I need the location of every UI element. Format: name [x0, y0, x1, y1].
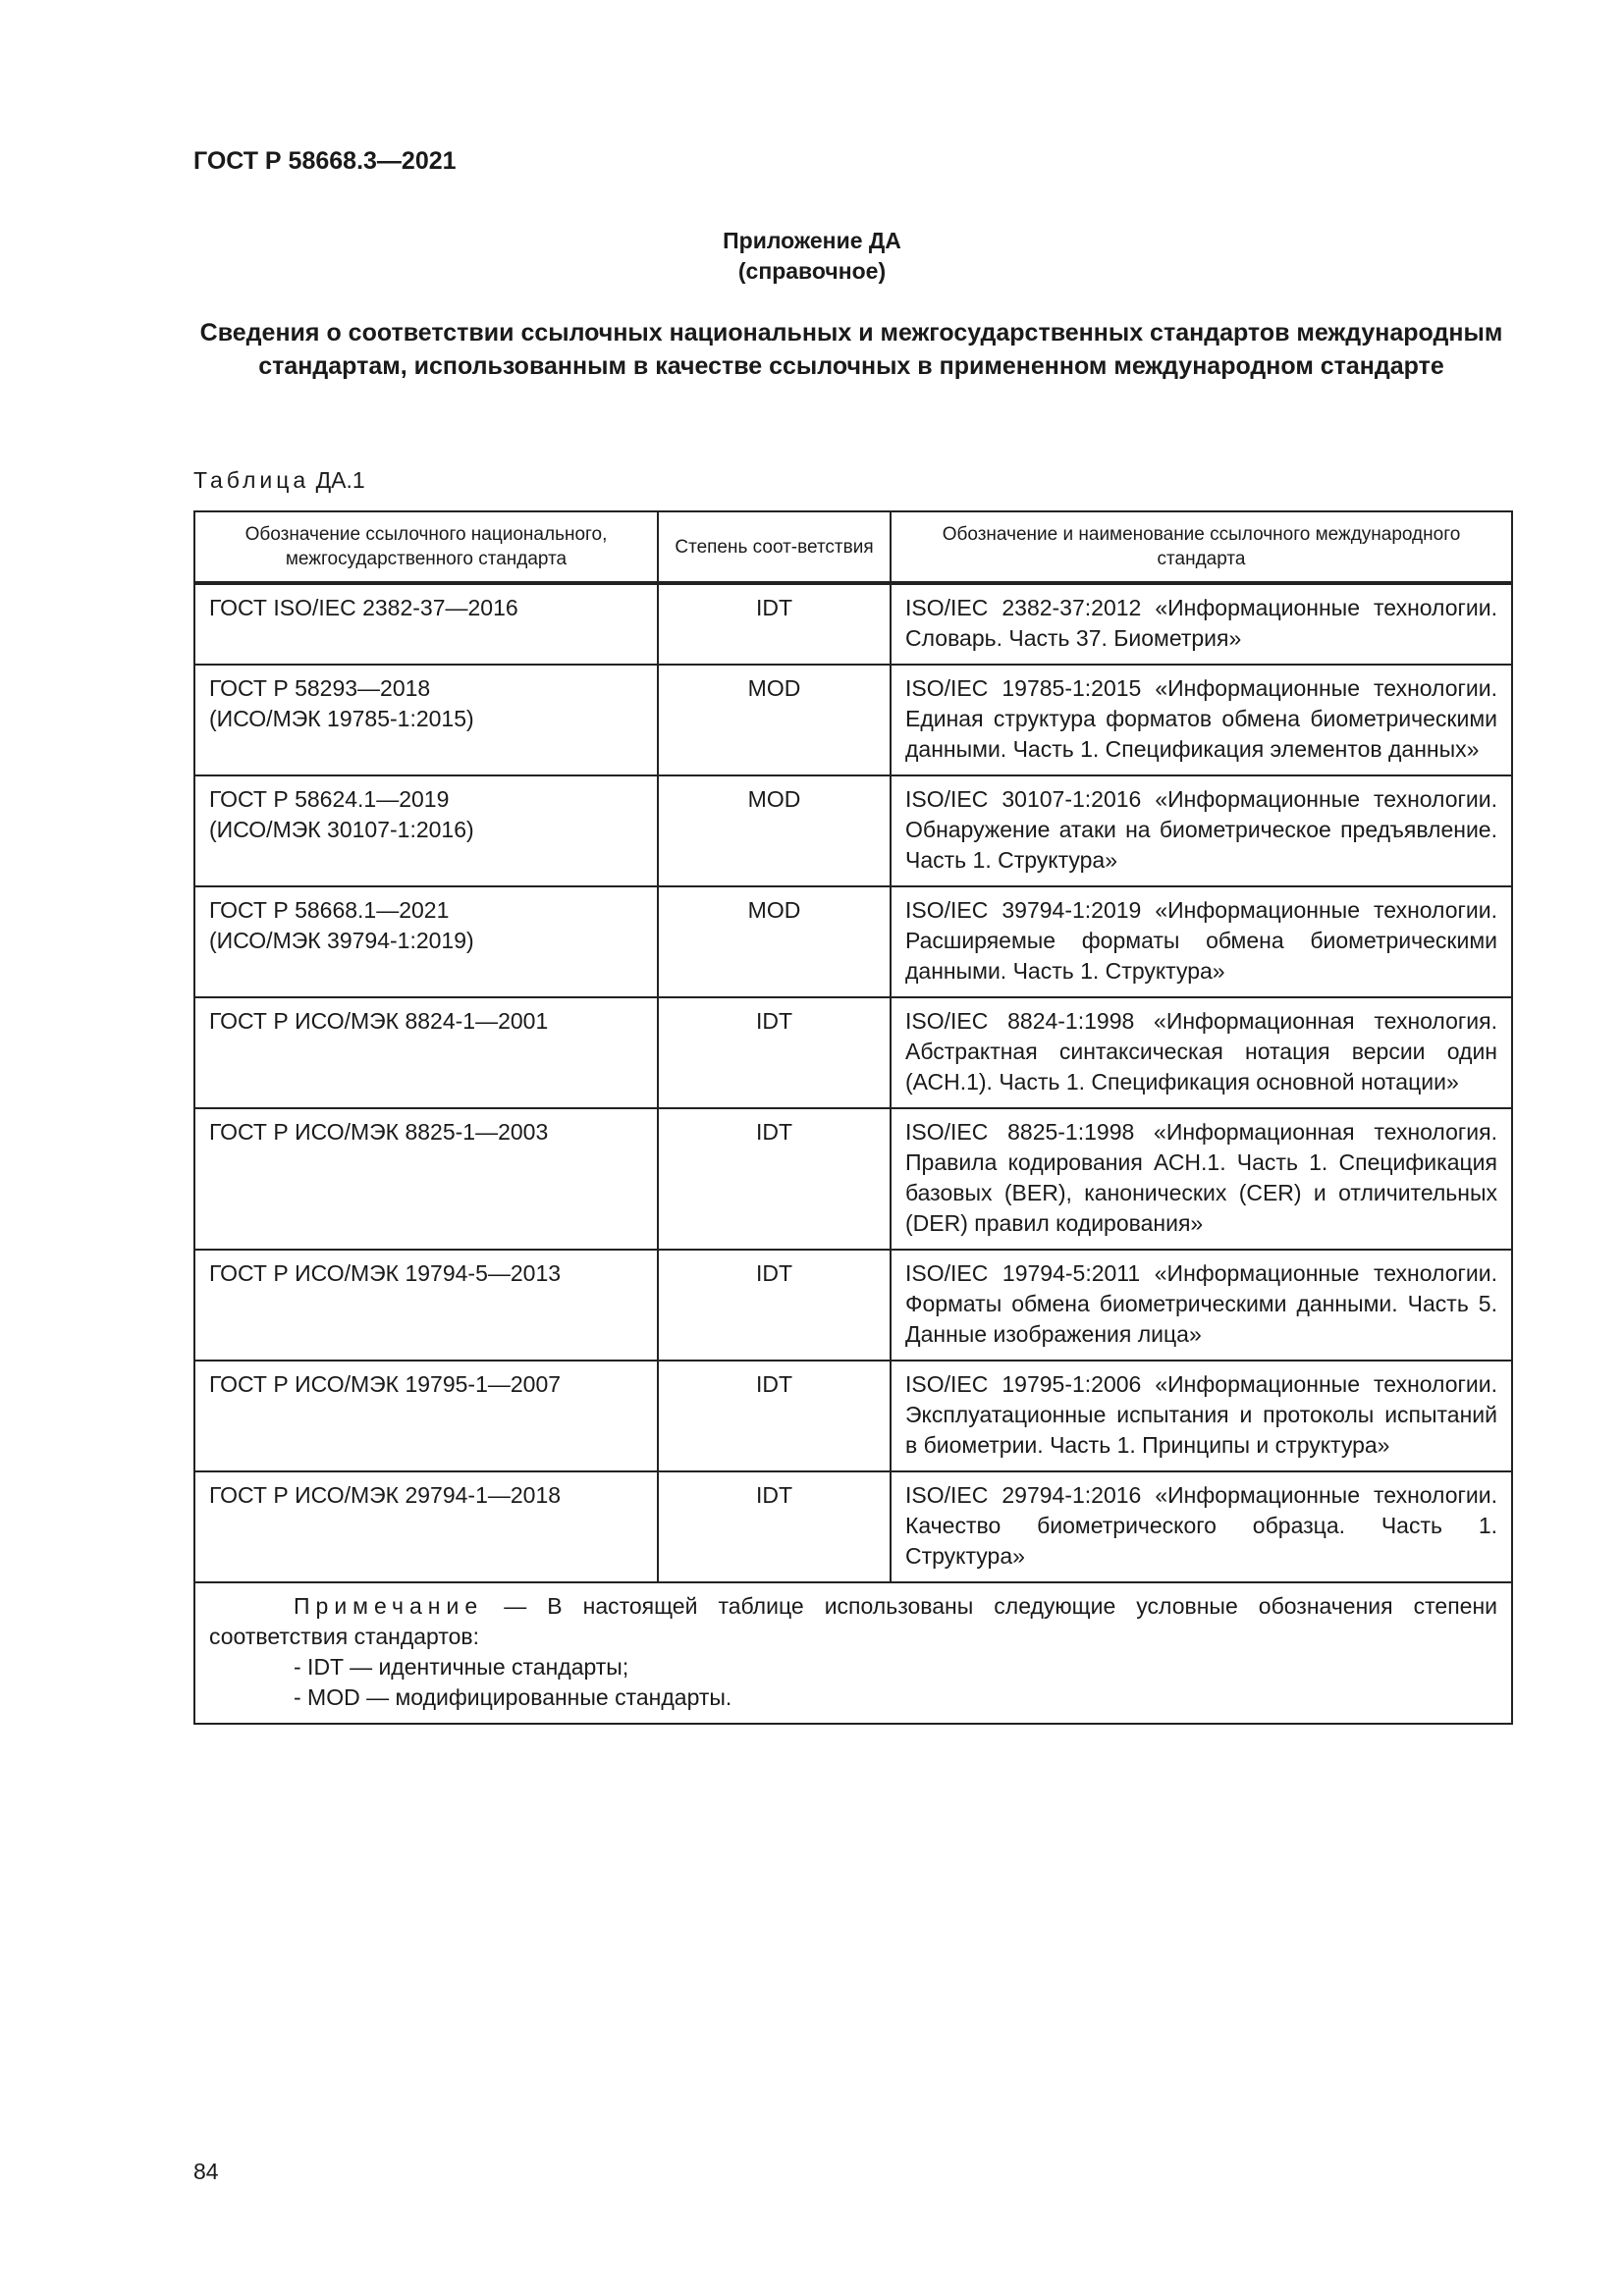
- international-standard: ISO/IEC 19795-1:2006 «Информационные технологии. Эксплуатационные испытания и протоколы испытаний в биометрии. Часть 1. Принципы и структура»: [891, 1361, 1512, 1471]
- standards-table: [193, 510, 1513, 1725]
- conformity-degree: IDT: [658, 1471, 891, 1582]
- table-caption-label: Таблица: [193, 467, 310, 493]
- column-header-international: Обозначение и наименование ссылочного международного стандарта: [891, 511, 1512, 583]
- conformity-degree: IDT: [658, 1361, 891, 1471]
- table-caption-number: ДА.1: [315, 467, 365, 493]
- table-row: [194, 775, 1512, 886]
- national-standard: ГОСТ Р ИСО/МЭК 29794-1—2018: [194, 1471, 658, 1582]
- conformity-degree: MOD: [658, 775, 891, 886]
- page-number: 84: [193, 2159, 219, 2184]
- table-row: [194, 1361, 1512, 1471]
- conformity-degree: IDT: [658, 997, 891, 1108]
- conformity-degree: IDT: [658, 583, 891, 665]
- national-standard: ГОСТ Р ИСО/МЭК 19794-5—2013: [194, 1250, 658, 1361]
- national-standard: ГОСТ Р ИСО/МЭК 19795-1—2007: [194, 1361, 658, 1471]
- conformity-degree: IDT: [658, 1108, 891, 1250]
- table-row: [194, 886, 1512, 997]
- table-row: [194, 583, 1512, 665]
- international-standard: ISO/IEC 30107-1:2016 «Информационные технологии. Обнаружение атаки на биометрическое предъявление. Часть 1. Структура»: [891, 775, 1512, 886]
- table-note-row: [194, 1582, 1512, 1724]
- document-code: ГОСТ Р 58668.3—2021: [193, 147, 457, 175]
- note-text: — В настоящей таблице использованы следующие условные обозначения степени соответствия стандартов:: [209, 1593, 1497, 1649]
- table-note: [194, 1582, 1512, 1724]
- table-caption: [193, 467, 365, 494]
- note-item-idt: - IDT — идентичные стандарты;: [294, 1654, 629, 1680]
- table-header-row: [194, 511, 1512, 583]
- table-row: [194, 997, 1512, 1108]
- table-row: [194, 665, 1512, 775]
- national-standard: ГОСТ Р 58293—2018 (ИСО/МЭК 19785-1:2015): [194, 665, 658, 775]
- table-row: [194, 1471, 1512, 1582]
- conformity-degree: IDT: [658, 1250, 891, 1361]
- international-standard: ISO/IEC 19785-1:2015 «Информационные технологии. Единая структура форматов обмена биометрическими данными. Часть 1. Спецификация элементов данных»: [891, 665, 1512, 775]
- appendix-heading: [0, 226, 1624, 287]
- conformity-degree: MOD: [658, 886, 891, 997]
- note-item-mod: - MOD — модифицированные стандарты.: [294, 1684, 732, 1710]
- international-standard: ISO/IEC 2382-37:2012 «Информационные технологии. Словарь. Часть 37. Биометрия»: [891, 583, 1512, 665]
- table-row: [194, 1250, 1512, 1361]
- note-paragraph: [209, 1591, 1497, 1652]
- document-title: Сведения о соответствии ссылочных национальных и межгосударственных стандартов международным стандартам, использованным в качестве ссылочных в примененном международном стандарте: [199, 319, 1503, 380]
- column-header-degree: Степень соот-ветствия: [658, 511, 891, 583]
- appendix-kind: (справочное): [737, 258, 887, 284]
- national-standard: ГОСТ Р 58668.1—2021 (ИСО/МЭК 39794-1:2019): [194, 886, 658, 997]
- table-row: [194, 1108, 1512, 1250]
- national-standard: ГОСТ ISO/IEC 2382-37—2016: [194, 583, 658, 665]
- national-standard: ГОСТ Р ИСО/МЭК 8825-1—2003: [194, 1108, 658, 1250]
- international-standard: ISO/IEC 8825-1:1998 «Информационная технология. Правила кодирования АСН.1. Часть 1. Спецификация базовых (BER), канонических (CER) и отличительных (DER) правил кодирования»: [891, 1108, 1512, 1250]
- national-standard: ГОСТ Р 58624.1—2019 (ИСО/МЭК 30107-1:2016): [194, 775, 658, 886]
- international-standard: ISO/IEC 19794-5:2011 «Информационные технологии. Форматы обмена биометрическими данными. Часть 5. Данные изображения лица»: [891, 1250, 1512, 1361]
- conformity-degree: MOD: [658, 665, 891, 775]
- national-standard: ГОСТ Р ИСО/МЭК 8824-1—2001: [194, 997, 658, 1108]
- international-standard: ISO/IEC 29794-1:2016 «Информационные технологии. Качество биометрического образца. Часть 1. Структура»: [891, 1471, 1512, 1582]
- appendix-title: Приложение ДА: [723, 228, 901, 253]
- note-label: Примечание: [294, 1593, 484, 1619]
- column-header-national: Обозначение ссылочного национального, межгосударственного стандарта: [194, 511, 658, 583]
- international-standard: ISO/IEC 39794-1:2019 «Информационные технологии. Расширяемые форматы обмена биометрическими данными. Часть 1. Структура»: [891, 886, 1512, 997]
- international-standard: ISO/IEC 8824-1:1998 «Информационная технология. Абстрактная синтаксическая нотация версии один (АСН.1). Часть 1. Спецификация основной нотации»: [891, 997, 1512, 1108]
